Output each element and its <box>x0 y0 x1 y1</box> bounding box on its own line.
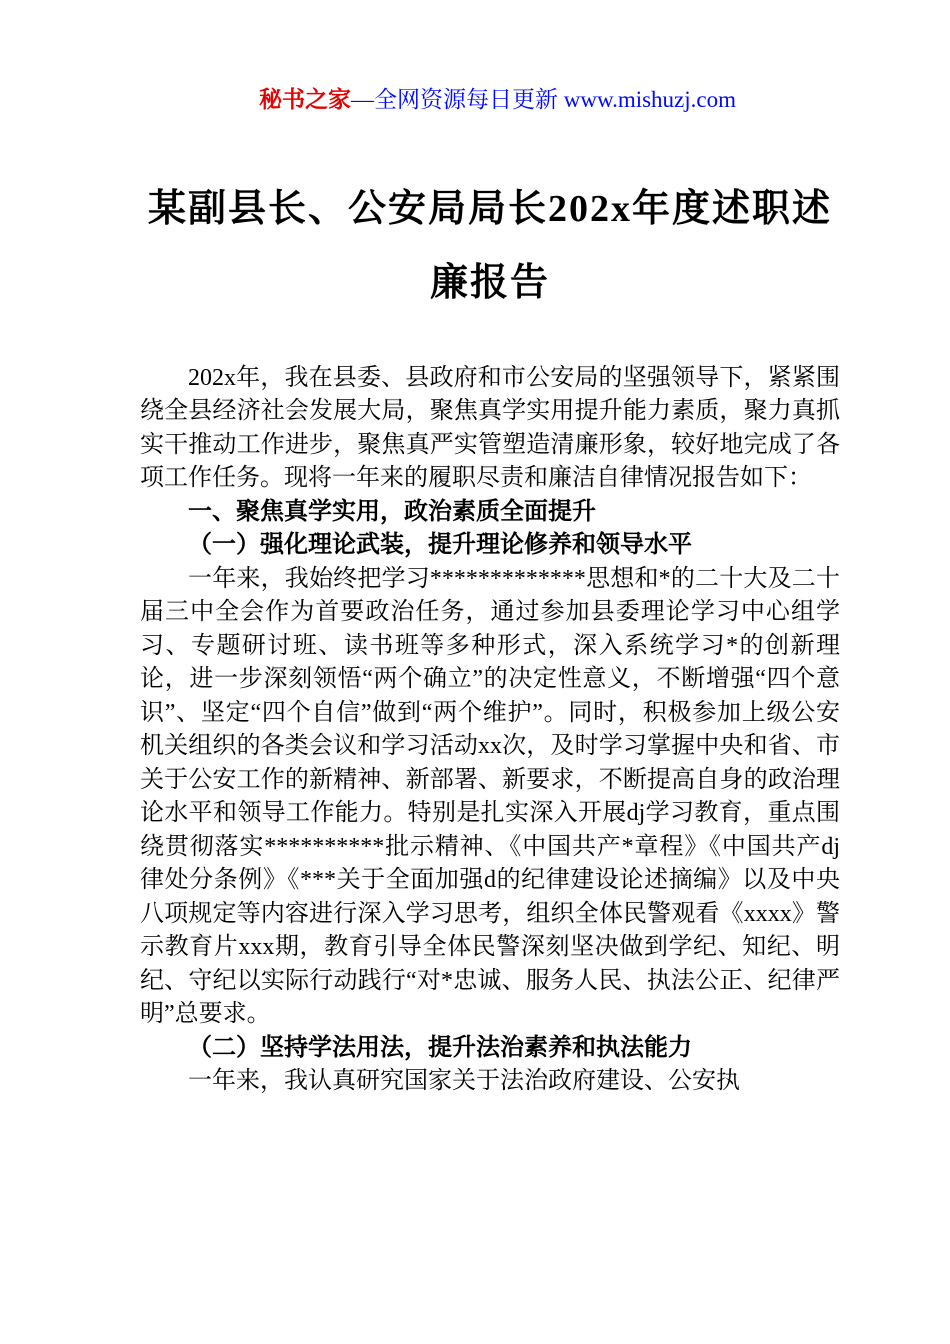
site-header <box>155 86 840 114</box>
site-brand: 秘书之家 <box>258 87 351 112</box>
document-title: 某副县长、公安局局长202x年度述职述廉报告 <box>147 187 832 304</box>
section-heading: （二）坚持学法用法，提升法治素养和执法能力 <box>188 1034 692 1061</box>
paragraph: 202x年，我在县委、县政府和市公安局的坚强领导下，紧紧围绕全县经济社会发展大局，聚焦真学实用提升能力素质，聚力真抓实干推动工作进步，聚焦真严实管塑造清廉形象，较好地完成了各项工作任务。现将一年来的履职尽责和廉洁自律情况报告如下： <box>140 364 840 492</box>
paragraph: 一年来，我始终把学习*************思想和*的二十大及二十届三中全会作为首要政治任务，通过参加县委理论学习中心组学习、专题研讨班、读书班等多种形式，深入系统学习*的创新理论，进一步深刻领悟“两个确立”的决定性意义，不断增强“四个意识”、坚定“四个自信”做到“两个维护”。同时，积极参加上级公安机关组织的各类会议和学习活动xx次，及时学习掌握中央和省、市关于公安工作的新精神、新部署、新要求，不断提高自身的政治理论水平和领导工作能力。特别是扎实深入开展dj学习教育，重点围绕贯彻落实**********批示精神、《中国共产*章程》《中国共产dj律处分条例》《***关于全面加强d的纪律建设论述摘编》以及中央八项规定等内容进行深入学习思考，组织全体民警观看《xxxx》警示教育片xxx期，教育引导全体民警深刻坚决做到学纪、知纪、明纪、守纪以实际行动践行“对*忠诚、服务人民、执法公正、纪律严明”总要求。 <box>140 565 840 1028</box>
section-heading: 一、聚焦真学实用，政治素质全面提升 <box>188 498 596 525</box>
section-heading: （一）强化理论武装，提升理论修养和领导水平 <box>188 532 692 559</box>
document-body <box>140 362 840 1099</box>
site-tagline: —全网资源每日更新 www.mishuzj.com <box>350 87 736 112</box>
paragraph: 一年来，我认真研究国家关于法治政府建设、公安执 <box>188 1068 740 1095</box>
